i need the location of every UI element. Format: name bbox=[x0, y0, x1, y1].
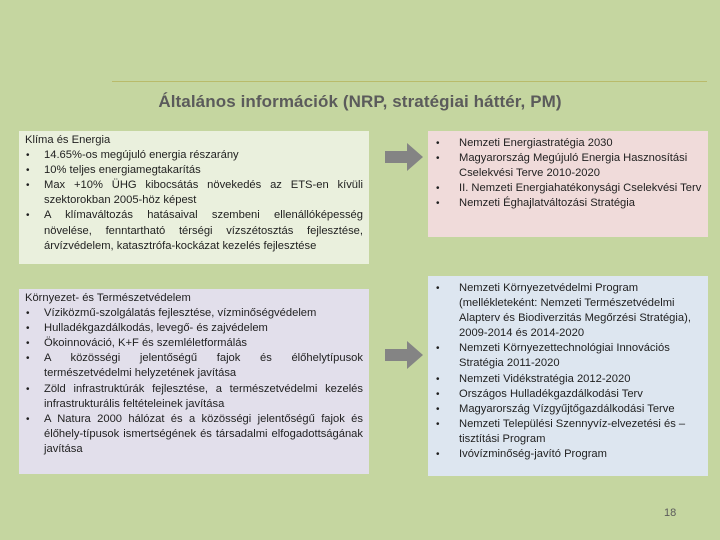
environment-programs-list bbox=[434, 281, 702, 462]
list-item: • A közösségi jelentőségű fajok és élőhelytípusok természetvédelmi helyzetének javítása bbox=[25, 351, 363, 381]
list-item: • Max +10% ÜHG kibocsátás növekedés az ETS-en kívüli szektorokban 2005-höz képest bbox=[25, 178, 363, 208]
environment-nature-box bbox=[19, 289, 369, 474]
right-arrow-icon bbox=[385, 341, 423, 369]
climate-energy-box bbox=[19, 131, 369, 264]
list-item: • Ökoinnováció, K+F és szemléletformálás bbox=[25, 336, 363, 351]
list-item: • Ivóvízminőség-javító Program bbox=[434, 447, 702, 462]
list-item: • Nemzeti Energiastratégia 2030 bbox=[434, 136, 702, 151]
list-item: • 10% teljes energiamegtakarítás bbox=[25, 163, 363, 178]
environment-nature-heading: Környezet- és Természetvédelem bbox=[25, 292, 191, 304]
list-item: • Nemzeti Vidékstratégia 2012-2020 bbox=[434, 372, 702, 387]
page-number: 18 bbox=[664, 507, 677, 519]
right-arrow-icon bbox=[385, 143, 423, 171]
list-item: • Magyarország Vízgyűjtőgazdálkodási Terve bbox=[434, 402, 702, 417]
list-item: • Víziközmű-szolgálatás fejlesztése, vízminőségvédelem bbox=[25, 306, 363, 321]
environment-nature-list bbox=[25, 306, 363, 457]
list-item: • A klímaváltozás hatásaival szembeni ellenállóképesség növelése, fenntartható térségi vízszétosztás fejlesztése, árvízvédelem, katasztrófa-kockázat kezelés fejlesztése bbox=[25, 208, 363, 253]
list-item: • Nemzeti Környezetvédelmi Program (mellékleteként: Nemzeti Természetvédelmi Alapterv és Biodiverzitás Megőrzési Stratégia), 2009-2014 és 2014-2020 bbox=[434, 281, 702, 341]
energy-strategies-list bbox=[434, 136, 702, 211]
list-item: • Zöld infrastruktúrák fejlesztése, a természetvédelmi kezelés infrastrukturális feltételeinek javítása bbox=[25, 382, 363, 412]
list-item: • Országos Hulladékgazdálkodási Terv bbox=[434, 387, 702, 402]
list-item: • Nemzeti Környezettechnológiai Innovációs Stratégia 2011-2020 bbox=[434, 341, 702, 371]
list-item: • II. Nemzeti Energiahatékonysági Cselekvési Terv bbox=[434, 181, 702, 196]
slide-title: Általános információk (NRP, stratégiai háttér, PM) bbox=[158, 92, 562, 111]
title-rule bbox=[112, 81, 707, 82]
climate-energy-list bbox=[25, 148, 363, 254]
list-item: • Nemzeti Éghajlatváltozási Stratégia bbox=[434, 196, 702, 211]
climate-energy-heading: Klíma és Energia bbox=[25, 134, 111, 146]
energy-strategies-box bbox=[428, 131, 708, 237]
list-item: • A Natura 2000 hálózat és a közösségi jelentőségű fajok és élőhely-típusok ismertségének és társadalmi elfogadottságának javítása bbox=[25, 412, 363, 457]
list-item: • Nemzeti Települési Szennyvíz-elvezetési és – tisztítási Program bbox=[434, 417, 702, 447]
environment-programs-box bbox=[428, 276, 708, 476]
list-item: • 14.65%-os megújuló energia részarány bbox=[25, 148, 363, 163]
list-item: • Hulladékgazdálkodás, levegő- és zajvédelem bbox=[25, 321, 363, 336]
list-item: • Magyarország Megújuló Energia Hasznosítási Cselekvési Terve 2010-2020 bbox=[434, 151, 702, 181]
